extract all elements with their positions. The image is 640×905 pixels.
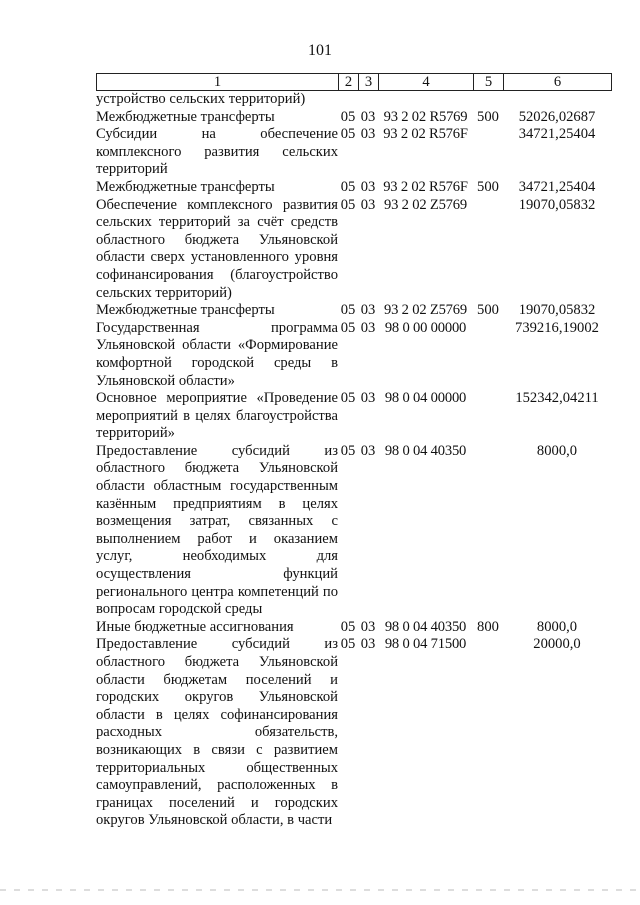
- table-row: [96, 109, 611, 127]
- row-csr: 93 2 02 R576F: [383, 178, 468, 195]
- header-col-name: 1: [97, 74, 339, 91]
- row-vr: [473, 390, 503, 443]
- row-name: Основное мероприятие «Проведение мероприятий в целях благоустройства территорий»: [96, 390, 338, 442]
- row-rz: 05: [340, 108, 356, 125]
- row-vr: [473, 126, 503, 179]
- row-pr: 03: [360, 442, 376, 459]
- row-sum: 34721,25404: [518, 126, 596, 143]
- row-csr: 93 2 02 R5769: [383, 108, 468, 125]
- row-sum: 8000,0: [536, 618, 578, 635]
- table-row: [96, 619, 611, 637]
- row-pr: 03: [360, 618, 376, 635]
- header-col-rz: 2: [339, 74, 359, 91]
- table-header: [96, 73, 612, 91]
- table-row: [96, 126, 611, 179]
- row-sum: 20000,0: [533, 636, 581, 653]
- row-name: Субсидии на обеспечение комплексного развития сельских территорий: [96, 126, 338, 178]
- row-rz: 05: [340, 319, 356, 336]
- row-sum: 52026,02687: [518, 108, 596, 125]
- row-rz: 05: [340, 196, 356, 213]
- row-name: Межбюджетные трансферты: [96, 108, 275, 125]
- row-name: Иные бюджетные ассигнования: [96, 618, 294, 635]
- header-col-vr: 5: [474, 74, 504, 91]
- row-vr: 500: [477, 302, 499, 319]
- row-rz: 05: [340, 126, 356, 143]
- row-csr: 93 2 02 Z5769: [384, 196, 467, 213]
- row-pr: 03: [360, 108, 376, 125]
- row-pr: 03: [360, 319, 376, 336]
- row-pr: [358, 91, 378, 109]
- row-sum: 19070,05832: [518, 196, 596, 213]
- table-row: [96, 636, 611, 830]
- table-row: [96, 179, 611, 197]
- row-vr: 500: [477, 108, 499, 125]
- row-pr: 03: [360, 636, 376, 653]
- row-pr: 03: [360, 126, 376, 143]
- row-name: Предоставление субсидий из областного бюджета Ульяновской области областным государственным казённым предприятиям в целях возмещения затрат, связанных с выполнением работ и оказанием услуг, необходимых для осуществления функций регионального центра компетенций по вопросам городской среды: [96, 442, 338, 618]
- table-row: [96, 197, 611, 303]
- row-csr: 98 0 00 00000: [384, 319, 467, 336]
- row-vr: [473, 636, 503, 830]
- table-row: [96, 390, 611, 443]
- row-vr: 500: [477, 178, 499, 195]
- scan-edge-artifact: [0, 889, 640, 891]
- row-sum: 8000,0: [536, 442, 578, 459]
- row-vr: [473, 320, 503, 390]
- row-pr: 03: [360, 302, 376, 319]
- row-rz: 05: [340, 442, 356, 459]
- row-vr: 800: [477, 618, 499, 635]
- row-name: Предоставление субсидий из областного бюджета Ульяновской области бюджетам поселений и городских округов Ульяновской области в целях софинансирования расходных обязательств, возникающих в связи с развитием территориальных общественных самоуправлений, расположенных в границах поселений и городских округов Ульяновской области, в части: [96, 636, 338, 829]
- row-pr: 03: [360, 196, 376, 213]
- row-rz: 05: [340, 636, 356, 653]
- table-row: [96, 320, 611, 390]
- row-sum: [503, 91, 611, 109]
- row-rz: 05: [340, 178, 356, 195]
- row-sum: 34721,25404: [518, 178, 596, 195]
- row-name: Обеспечение комплексного развития сельских территорий за счёт средств областного бюджета Ульяновской области сверх установленного уровня софинансирования (благоустройство сельских территорий): [96, 196, 338, 301]
- row-sum: 19070,05832: [518, 302, 596, 319]
- table-row: [96, 91, 611, 109]
- row-vr: [473, 443, 503, 619]
- row-csr: 93 2 02 R576F: [383, 126, 468, 143]
- row-csr: 98 0 04 00000: [384, 390, 467, 407]
- row-csr: 98 0 04 40350: [384, 618, 467, 635]
- row-pr: 03: [360, 390, 376, 407]
- row-name: устройство сельских территорий): [96, 91, 306, 107]
- row-name: Межбюджетные трансферты: [96, 302, 275, 319]
- table-row: [96, 302, 611, 320]
- header-col-pr: 3: [359, 74, 379, 91]
- row-rz: [338, 91, 358, 109]
- row-rz: 05: [340, 390, 356, 407]
- row-csr: 98 0 04 40350: [384, 442, 467, 459]
- row-name: Межбюджетные трансферты: [96, 178, 275, 195]
- row-vr: [473, 91, 503, 109]
- header-col-sum: 6: [504, 74, 612, 91]
- row-name: Государственная программа Ульяновской области «Формирование комфортной городской среды в Ульяновской области»: [96, 319, 338, 389]
- row-vr: [473, 197, 503, 303]
- row-sum: 152342,04211: [515, 390, 599, 407]
- row-csr: 98 0 04 71500: [384, 636, 467, 653]
- row-csr: [378, 91, 473, 109]
- table-body: [96, 91, 611, 830]
- header-col-csr: 4: [379, 74, 474, 91]
- row-rz: 05: [340, 618, 356, 635]
- row-rz: 05: [340, 302, 356, 319]
- row-sum: 739216,19002: [515, 319, 599, 336]
- row-pr: 03: [360, 178, 376, 195]
- page-number: 101: [308, 42, 332, 59]
- row-csr: 93 2 02 Z5769: [384, 302, 467, 319]
- table-row: [96, 443, 611, 619]
